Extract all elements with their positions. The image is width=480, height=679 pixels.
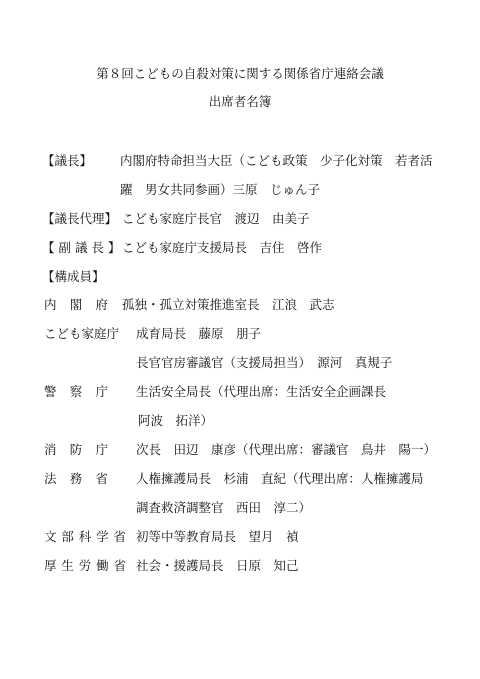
member-org-police-agency: 警察庁 [44,384,108,399]
chair-label: 【議長】 [42,153,93,168]
vice-chair-label: 【議長代理】 [42,211,118,226]
deputy-chair-text: こども家庭庁支援局長 吉住 啓作 [122,240,323,255]
deputy-chair-label: 【 副 議 長 】 [42,240,121,255]
member-line: 調査救済調整官 西田 淳二） [136,500,312,515]
member-line: 生活安全局長（代理出席：生活安全企画課長 [136,384,387,399]
member-line: 初等中等教育局長 望月 禎 [136,529,299,544]
document-title: 第８回こどもの自殺対策に関する関係省庁連絡会議 [96,66,384,81]
members-heading: 【構成員】 [42,269,105,284]
member-line: 阿波 拓洋） [138,413,214,428]
member-line: 人権擁護局長 杉浦 直紀（代理出席：人権擁護局 [136,471,424,486]
member-org-cabinet-office: 内閣府 [44,297,108,312]
member-org-fire-agency: 消防庁 [44,442,108,457]
member-org-children-agency: こども家庭庁 [44,326,120,341]
chair-line-2: 躍 男女共同参画）三原 じゅん子 [120,182,321,197]
member-org-justice-ministry: 法務省 [44,471,108,486]
member-line: 長官官房審議官（支援局担当） 源河 真規子 [136,355,393,370]
member-line: 孤独・孤立対策推進室長 江浪 武志 [122,297,335,312]
vice-chair-text: こども家庭庁長官 渡辺 由美子 [122,211,310,226]
member-line: 成育局長 藤原 朋子 [136,326,262,341]
member-line: 次長 田辺 康彦（代理出席：審議官 鳥井 陽一） [136,442,437,457]
member-org-health-ministry: 厚生労働省 [44,558,126,573]
document-subtitle: 出席者名簿 [208,94,272,109]
chair-line-1: 内閣府特命担当大臣（こども政策 少子化対策 若者活 [120,153,433,168]
member-line: 社会・援護局長 日原 知己 [136,558,299,573]
member-org-education-ministry: 文部科学省 [44,529,126,544]
